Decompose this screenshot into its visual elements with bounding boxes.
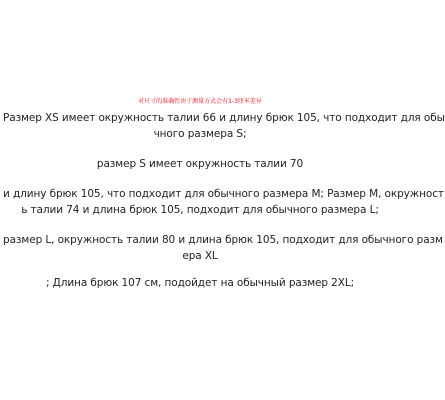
paragraph-line: Размер XS имеет окружность талии 66 и длину брюк 105, что подходит для обы: [3, 112, 445, 124]
red-size-note: 对尺寸的准确性由于测量方式会有1-3厘米差异: [138, 98, 262, 105]
paragraph-size-m: [3, 186, 444, 218]
paragraph-line: ера XL: [182, 250, 218, 262]
paragraph-line: ; Длина брюк 107 см, подойдет на обычный размер 2XL;: [45, 277, 355, 289]
paragraph-line: чного размера S;: [153, 128, 247, 140]
paragraph-size-s: [3, 156, 397, 172]
paragraph-line: ь талии 74 и длина брюк 105, подходит для обычного размера L;: [21, 204, 379, 216]
paragraph-line: размер L, окружность талии 80 и длина брюк 105, подходит для обычного разм: [3, 234, 443, 246]
paragraph-size-xs: [3, 110, 445, 142]
paragraph-size-2xl: [3, 275, 397, 291]
paragraph-line: и длину брюк 105, что подходит для обычного размера M; Размер M, окружност: [3, 188, 444, 200]
paragraph-size-l: [3, 232, 443, 264]
paragraph-line: размер S имеет окружность талии 70: [96, 158, 304, 170]
